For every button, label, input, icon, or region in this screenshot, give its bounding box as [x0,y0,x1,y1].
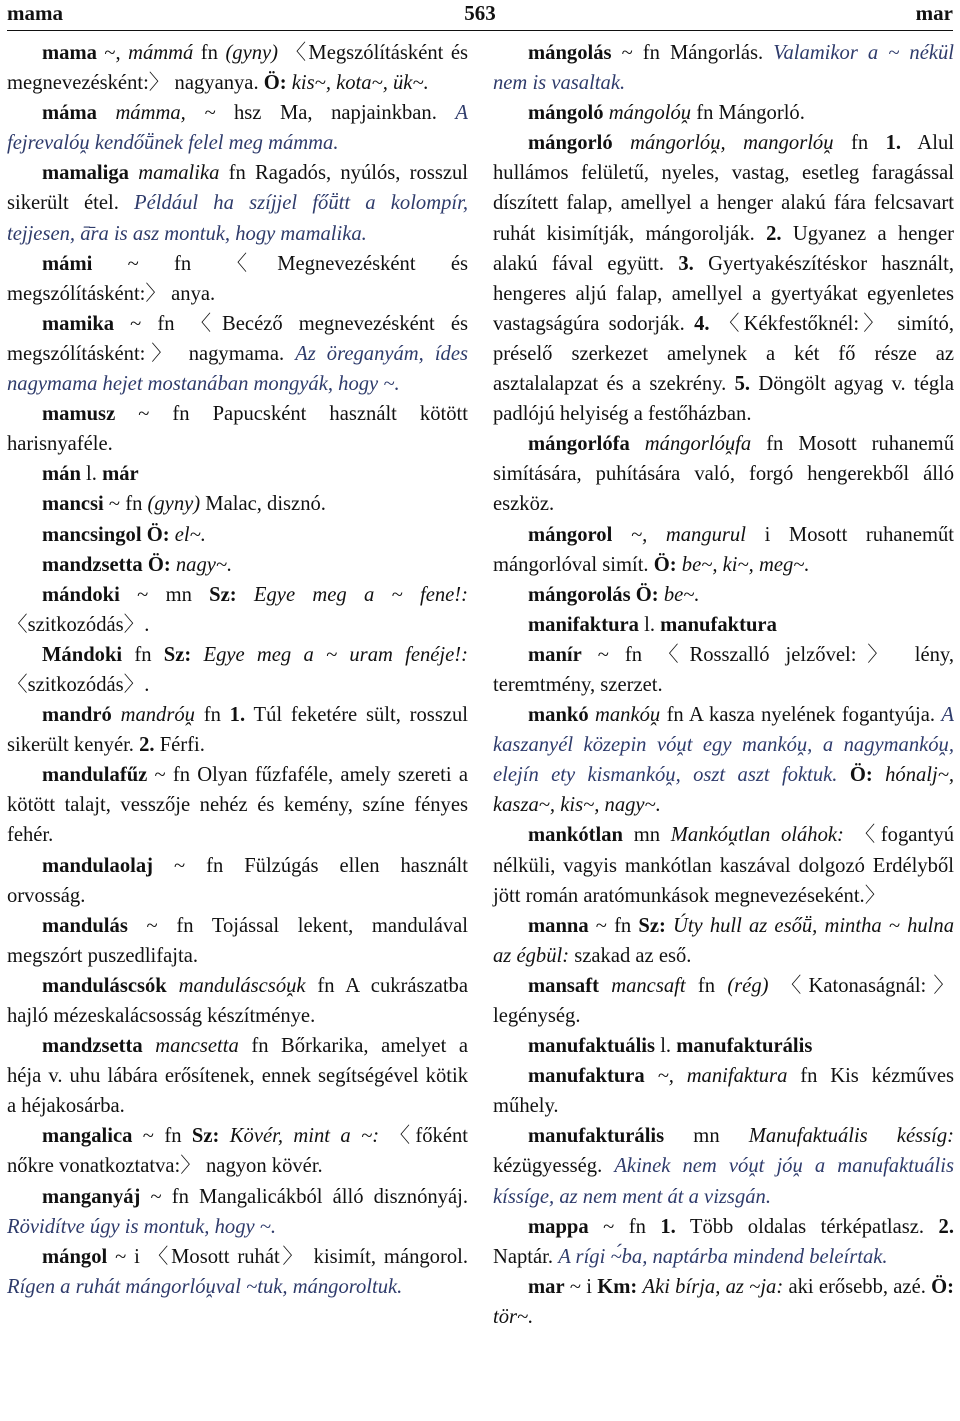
headword: mán [42,463,81,486]
headword: mangalica [42,1125,133,1148]
definition-text: fn A cukrászatba hajló mézeskalácsosság készítménye. [7,974,468,1027]
definition-text: 〈szitkozódás〉. [7,613,150,636]
example-text: A rígi ~́ba, naptárba mindend beleírtak. [558,1245,888,1268]
example-text: Valamikor a ~ nékül nem is vasaltak. [493,42,954,95]
definition-text: ~ fn 〈Megnevezésként és megszólításként:〉 anya. [7,252,468,305]
example-text: A fejrevalóṷ kendőṻnek felel meg mámma. [7,102,468,155]
dictionary-entry [493,1121,954,1211]
headword: mancsingol [42,523,142,546]
dictionary-entry [7,550,468,580]
label: 2. [139,734,155,757]
headword: mankótlan [528,824,623,847]
headword: mángorlófa [528,433,630,456]
definition-text: ~ mn [119,583,210,606]
definition-text: 〈főként nőkre vonatkoztatva:〉 nagyon kövér. [7,1125,468,1178]
definition-text: Férfi. [154,734,205,757]
form-variant: Manufaktuális késsíg: [748,1125,954,1148]
definition-text: ~ fn Mangalicákból álló disznónyáj. [140,1185,468,1208]
example-text: Rígen a ruhát mángorlóṷval ~tuk, mángoroltuk. [7,1275,403,1298]
definition-text: 〈szitkozódás〉. [7,673,150,696]
definition-text: Döngölt agyag v. tégla padlójú helyiség a festőházban. [493,373,954,426]
dictionary-entry [7,98,468,158]
definition-text [167,975,179,997]
definition-text: mn [664,1125,749,1148]
definition-text: Naptár. [493,1245,559,1268]
definition-text: fn Ragadós, nyúlós, rosszul sikerült étel. [7,162,469,215]
form-variant: (gyny) [147,493,201,516]
headword: mama [42,42,97,64]
definition-text: fn Mángorló. [691,102,805,125]
form-variant: mángolóṷ [608,102,692,125]
label: 2. [766,222,782,245]
dictionary-entry [7,520,468,550]
definition-text: 〈Kékfestőknél:〉 simító, préselő szerkezet amelynek a két fő része az asztalalapzat és a szekrény. [493,312,954,396]
definition-text: Túl feketére sült, rosszul sikerült kenyér. [7,704,468,757]
dictionary-entry [493,911,954,971]
dictionary-entry [7,640,468,700]
definition-text [219,1125,229,1147]
form-variant: mamalika [138,162,220,185]
headword: manufaktura [660,613,777,636]
form-variant: nagy~. [175,553,233,576]
headword: manufakturális [528,1125,665,1148]
headword: manduláscsók [42,974,167,997]
definition-text: ~ fn Olyan fűzfaféle, amely szereti a kötött talajt, vesszője nehéz és kemény, színe fényes fehér. [7,764,468,847]
definition-text: ~ fn Mángorlás. [611,42,774,64]
form-variant: tör~. [493,1305,534,1328]
headword: manifaktura [528,613,639,636]
dictionary-entry [493,580,954,610]
headword: mángol [42,1245,108,1268]
label: Sz: [638,914,666,937]
example-text: Akinek nem vóṷt jóṷ a manufaktuális kíssíge, az nem ment át a vizsgán. [493,1155,954,1208]
definition-text: Ugyanez a henger alakú fával együtt. [493,222,954,275]
label: 1. [885,132,902,155]
dictionary-entry [7,489,468,519]
form-variant: Egye meg a ~ fene!: [253,583,468,606]
left-column [7,38,468,1302]
dictionary-entry [7,911,468,971]
headword: mámi [42,252,93,275]
definition-text: kézügyesség. [493,1155,615,1178]
dictionary-entry [493,820,954,910]
dictionary-entry [493,1061,954,1121]
headword: manganyáj [42,1185,141,1208]
definition-text: ~ fn Fülzúgás ellen használt orvosság. [7,854,468,907]
definition-text: hsz Ma, napjainkban. [215,102,456,125]
form-variant: el~. [174,523,206,546]
definition-text: ~ fn [103,493,148,516]
form-variant: Mankóṷtlan oláhok: [670,824,844,847]
dictionary-entry [7,580,468,640]
form-variant: mámmá [128,42,194,64]
definition-text [599,975,611,997]
definition-text: ~ fn 〈Becéző megnevezésként és megszólításként:〉 nagymama. [7,312,468,365]
example-text: A kaszanyél közepin vóṷt egy mankóṷ, a nagymankóṷ, elejín ety kismankóṷ, oszt aszt foktuk. [493,704,954,787]
definition-text [613,132,630,154]
label: Ö: [263,72,287,95]
label: Sz: [209,583,237,606]
header-first-headword: mama [7,1,63,25]
dictionary-entry [493,1272,954,1332]
label: Ö: [147,553,171,576]
form-variant: mángorlóṷfa [644,433,752,456]
definition-text: fn [193,42,226,64]
header-rule [7,30,953,31]
right-column [493,38,954,1332]
definition-text [612,524,631,546]
form-variant: mancsetta [155,1035,239,1058]
dictionary-entry [7,1031,468,1121]
form-variant: mángorlóṷ, mangorlóṷ [630,132,834,155]
headword: mandzsetta [42,553,143,576]
header-last-headword: mar [915,1,953,25]
headword: mankó [528,704,589,727]
form-variant: ~, mangurul [630,523,746,546]
definition-text: Alul hullámos felületű, nyeles, vastag, esetleg faragással díszített falap, amellyel a henger alakú fára felcsavart ruhát kisimítják, mángorolják. [493,132,954,245]
headword: mandulaolaj [42,854,154,877]
headword: mandzsetta [42,1035,143,1058]
definition-text: fn [833,132,886,155]
headword: Mándoki [42,643,123,666]
form-variant: Kövér, mint a ~: [229,1125,380,1148]
label: 1. [660,1215,676,1238]
headword: mappa [528,1215,589,1238]
form-variant: mancsaft [611,974,686,997]
definition-text: fn [194,704,230,727]
headword: manír [528,643,582,666]
definition-text [237,584,254,606]
label: Sz: [191,1125,220,1148]
headword: mángorló [528,132,613,155]
label: Ö: [653,553,677,576]
dictionary-entry [7,399,468,459]
definition-text [129,162,138,184]
label: 4. [694,312,710,335]
definition-text: l. [638,613,661,636]
headword: mar [528,1275,565,1298]
definition-text [143,1035,156,1057]
form-variant: Aki bírja, az ~ja: [642,1275,784,1298]
dictionary-entry [7,1121,468,1181]
headword: máma [42,102,97,125]
definition-text: 〈fogantyú nélküli, vagyis mankótlan kaszával dolgozó Erdélyből jött román aratómunkások megnevezéseként.〉 [493,824,954,907]
definition-text [191,644,203,666]
definition-text: fn Kis kézműves műhely. [493,1065,954,1118]
form-variant: mandróṷ [120,704,195,727]
definition-text: fn A kasza nyelének fogantyúja. [660,704,942,727]
form-variant: ~, manifaktura [657,1065,788,1088]
dictionary-entry [493,38,954,98]
dictionary-entry [7,158,468,248]
label: Ö: [635,583,659,606]
label: 1. [229,704,246,727]
example-text: Például ha szíjjel főṻtt a kolompír, tejjesen, ā̄ra is asz montuk, hogy mamalika. [7,192,468,245]
headword: manufaktuális [528,1035,656,1058]
definition-text [645,1065,658,1087]
form-variant: kis~, kota~, ük~. [291,72,429,95]
dictionary-entry [493,700,954,820]
definition-text: 〈Katonaságnál:〉 legénység. [493,974,955,1027]
definition-text: ~ fn [588,1215,661,1238]
definition-text: ~ fn Papucsként használt kötött harisnyaféle. [7,403,468,456]
form-variant: (gyny) [225,42,279,64]
running-header [7,0,953,30]
definition-text [666,915,673,937]
form-variant: mámma, ~ [115,102,216,125]
headword: mángorol [528,523,613,546]
definition-text: l. [655,1035,677,1058]
headword: mándoki [42,583,120,606]
headword: mandulás [42,914,128,937]
dictionary-entry [493,429,954,519]
definition-text: fn Bőrkarika, amelyet a héja v. uhu lábára erősítenek, ennek segítségével kötik a héjakosárba. [7,1035,469,1118]
form-variant: manduláscsóṷk [178,974,306,997]
dictionary-entry [7,38,468,98]
definition-text: Malac, disznó. [200,493,326,516]
example-text: Rövidítve úgy is montuk, hogy ~. [7,1215,277,1238]
definition-text: Több oldalas térképatlasz. [675,1215,939,1238]
definition-text: mn [623,824,671,847]
dictionary-entry [7,309,468,399]
form-variant: be~, ki~, meg~. [681,553,810,576]
dictionary-entry [493,98,954,128]
dictionary-entry [7,760,468,850]
form-variant: be~. [663,583,700,606]
form-variant: hónalj~, kasza~, kis~, nagy~. [493,764,955,817]
headword: mansaft [528,974,599,997]
definition-text: fn Mosott ruhanemű simítására, puhítására való, forgó hengerekből álló eszköz. [493,433,954,516]
definition-text: i Mosott ruhaneműt mángorlóval simít. [493,523,954,576]
label: 5. [734,373,751,396]
dictionary-entry [7,249,468,309]
definition-text: ~ fn 〈Rosszalló jelzővel:〉 lény, teremtmény, szerzet. [493,643,954,696]
headword: mancsi [42,493,104,516]
label: 2. [938,1215,954,1238]
label: Ö: [146,523,170,546]
definition-text [837,764,849,786]
dictionary-entry [493,610,954,640]
dictionary-entry [7,1242,468,1302]
definition-text: ~ fn [132,1125,192,1148]
definition-text: Gyertyakészítéskor használt, hengeres aljú falap, amellyel a gyertyákat egyenletes vastagságúra sodorják. [493,252,954,335]
label: 3. [678,252,694,275]
form-variant: Úty hull az esőṻ, mintha ~ hulna az égbül: [493,914,954,967]
definition-text: szakad az eső. [569,944,692,967]
definition-text [97,102,116,124]
headword: mamaliga [42,162,129,185]
label: Ö: [931,1275,955,1298]
dictionary-entry [493,128,954,429]
form-variant: (rég) [727,974,769,997]
definition-text: 〈Megszólításként és megnevezésként:〉 nagyanya. [7,42,468,95]
headword: már [102,463,139,486]
headword: mamusz [42,403,116,426]
form-variant: mankóṷ [595,704,661,727]
definition-text: fn [685,974,728,997]
definition-text: l. [80,463,103,486]
definition-text: ~ fn [588,914,639,937]
dictionary-entry [493,1031,954,1061]
label: Ö: [849,764,873,787]
definition-text: ~ fn Tojással lekent, mandulával megszórt puszedlifajta. [7,914,468,967]
headword: mángorolás [528,583,631,606]
definition-text [112,704,121,726]
form-variant: Egye meg a ~ uram fenéje!: [203,643,468,666]
definition-text [630,433,645,455]
headword: mángolás [528,42,612,64]
dictionary-entry [7,971,468,1031]
definition-text: ~, [96,42,129,64]
definition-text: ~ i [564,1275,598,1298]
headword: mandulafűz [42,764,148,787]
headword: manufakturális [676,1035,813,1058]
definition-text [873,764,885,786]
dictionary-entry [7,700,468,760]
headword: mángoló [528,102,604,125]
definition-text: ~ i 〈Mosott ruhát〉 kisimít, mángorol. [107,1245,468,1268]
dictionary-entry [493,1212,954,1272]
dictionary-entry [493,971,954,1031]
headword: manufaktura [528,1065,645,1088]
page-number: 563 [464,1,496,25]
headword: manna [528,914,589,937]
example-text: Az öreganyám, ídes nagymama hejet mostanában mongyák, hogy ~. [7,342,469,396]
label: Km: [597,1275,638,1298]
dictionary-entry [493,520,954,580]
dictionary-entry [7,459,468,489]
label: Sz: [163,643,192,666]
dictionary-entry [7,851,468,911]
definition-text: aki erősebb, azé. [783,1275,932,1298]
definition-text: fn [122,643,164,666]
dictionary-entry [493,640,954,700]
headword: mamika [42,312,115,335]
headword: mandró [42,704,112,727]
dictionary-entry [7,1182,468,1242]
